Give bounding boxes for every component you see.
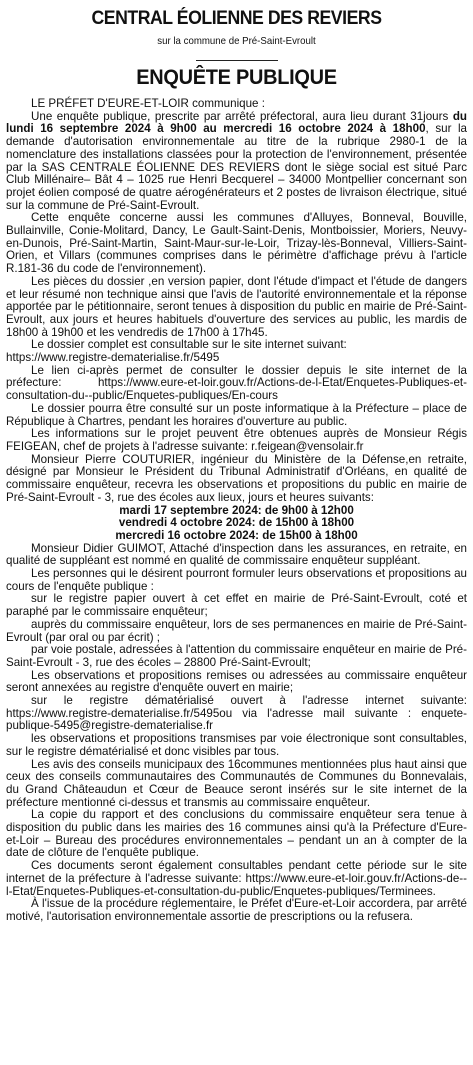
registry-link[interactable]: https://www.registre-dematerialise.fr/5495 [6,351,220,365]
paragraph: Les observations et propositions remises ou adressées au commissaire enquêteur seront annexées au registre d'enquête ouvert en mairie; [6,668,467,695]
paragraph: Ces documents seront également consultables pendant cette période sur le site internet de la préfecture à l'adresse suivante: https://www.eure-et-loir.gouv.fr/Actions-de--l-Etat/Enquetes-Publiques-et-consultation-du-public/Enquetes-publiques/Terminees. [6,859,467,898]
paragraph-text: Une enquête publique, prescrite par arrêté préfectoral, aura lieu durant 31jours [31,109,453,123]
paragraph: Les avis des conseils municipaux des 16communes mentionnées plus haut ainsi que ceux des conseils communautaires des Communautés de Communes du Bonnevalais, du Grand Châteaudun et Cœur de Beauce seront insérés sur le site internet de la préfecture mentionné ci-dessus et transmis au commissaire enquêteur. [6,757,467,809]
permanence-date: mardi 17 septembre 2024: de 9h00 à 12h00 [119,503,354,517]
paragraph: Les informations sur le projet peuvent être obtenues auprès de Monsieur Régis FEIGEAN, chef de projets à l'adresse suivante: r.feigean@vensolair.fr [6,427,467,453]
enquiry-period: du lundi 16 septembre 2024 à 9h00 au mercredi 16 octobre 2024 à 18h00 [6,109,467,136]
permanence-date: mercredi 16 octobre 2024: de 15h00 à 18h00 [115,528,358,542]
permanence-date: vendredi 4 octobre 2024: de 15h00 à 18h00 [118,516,355,530]
permanence-dates [6,505,467,543]
paragraph: Le dossier complet est consultable sur le site internet suivant: [31,338,347,352]
paragraph: les observations et propositions transmises par voie électronique sont consultables, sur le registre dématérialisé et donc visibles par tous. [6,732,467,758]
paragraph: Le dossier pourra être consulté sur un poste informatique à la Préfecture – place de République à Chartres, pendant les horaires d'ouverture au public. [6,401,467,428]
paragraph: Les pièces du dossier ,en version papier, dont l'étude d'impact et l'étude de dangers et leur résumé non technique ainsi que l'avis de l'autorité environnementale et la réponse apportée par le pétitionnaire, seront tenues à disposition du public en mairie de Pré-Saint-Evroult, aux jours et heures habituels d'ouverture des services au public, les mardis de 18h00 à 19h00 et les vendredis de 17h00 à 17h45. [6,274,467,339]
paragraph-text: , sur la demande d'autorisation environnementale au titre de la rubrique 2980-1 de la nomenclature des installations classées pour la protection de l'environnement, présentée par la SAS CENTRALE ÉOLIENNE DES REVIERS dont le siège social est situé Parc Club Millénaire– Bât 4 – 1025 rue Henri Becquerel – 34000 Montpellier concernant son projet éolien composé de quatre aérogénérateurs et 2 postes de livraison électrique, situé sur la commune de Pré-Saint-Evroult. [6,122,468,212]
title-divider [196,60,278,61]
paragraph: auprès du commissaire enquêteur, lors de ses permanences en mairie de Pré-Saint-Evroult (par oral ou par écrit) ; [6,617,467,644]
notice-subtitle: sur la commune de Pré-Saint-Evroult [157,35,316,47]
notice-body [6,98,467,924]
paragraph: par voie postale, adressées à l'attention du commissaire enquêteur en mairie de Pré-Saint-Evroult - 3, rue des écoles – 28800 Pré-Saint-Evroult; [6,643,467,669]
paragraph [6,111,467,213]
notice-heading: ENQUÊTE PUBLIQUE [136,66,337,89]
paragraph: La copie du rapport et des conclusions du commissaire enquêteur sera tenue à disposition du public dans les mairies des 16 communes ainsi qu'à la Préfecture d'Eure-et-Loir – Bureau des procédures environnementales – pendant un an à compter de la date de clôture de l'enquête publique. [6,808,467,860]
paragraph: LE PRÉFET D'EURE-ET-LOIR communique : [31,97,265,110]
paragraph: Les personnes qui le désirent pourront formuler leurs observations et propositions au cours de l'enquête publique : [6,567,467,593]
paragraph: Monsieur Pierre COUTURIER, ingénieur du Ministère de la Défense,en retraite, désigné par Monsieur le Président du Tribunal Administratif d'Orléans, en qualité de commissaire enquêteur, recevra les observations et propositions du public en mairie de Pré-Saint-Evroult - 3, rue des écoles aux lieux, jours et heures suivants: [6,452,467,504]
notice-title: CENTRAL ÉOLIENNE DES REVIERS [91,8,382,29]
paragraph: Monsieur Didier GUIMOT, Attaché d'inspection dans les assurances, en retraite, en qualité de suppléant est nommé en qualité de commissaire enquêteur suppléant. [6,541,467,568]
paragraph: Cette enquête concerne aussi les communes d'Alluyes, Bonneval, Bouville, Bullainville, Conie-Molitard, Dancy, Le Gault-Saint-Denis, Montboissier, Moriers, Neuvy-en-Dunois, Pré-Saint-Martin, Saint-Maur-sur-le-Loir, Trizay-lès-Bonneval, Villiers-Saint-Orien, et Villars (communes comprises dans le périmètre d'affichage prévu à l'article R.181-36 du code de l'environnement). [6,211,467,276]
paragraph: À l'issue de la procédure réglementaire, le Préfet d'Eure-et-Loir accordera, par arrêté motivé, l'autorisation environnementale assortie de prescriptions ou la refusera. [6,897,467,923]
paragraph: Le lien ci-après permet de consulter le dossier depuis le site internet de la préfecture: https://www.eure-et-loir.gouv.fr/Actions-de-l-Etat/Enquetes-Publiques-et-consultation-du--public/Enquetes-publiques/En-cours [6,363,467,403]
paragraph: sur le registre papier ouvert à cet effet en mairie de Pré-Saint-Evroult, coté et paraphé par le commissaire enquêteur; [6,592,467,619]
paragraph: sur le registre dématérialisé ouvert à l'adresse internet suivante: https://www.registre-dematerialise.fr/5495ou via l'adresse mail suivante : enquete-publique-5495@registre-dematerialise.fr [6,694,467,733]
